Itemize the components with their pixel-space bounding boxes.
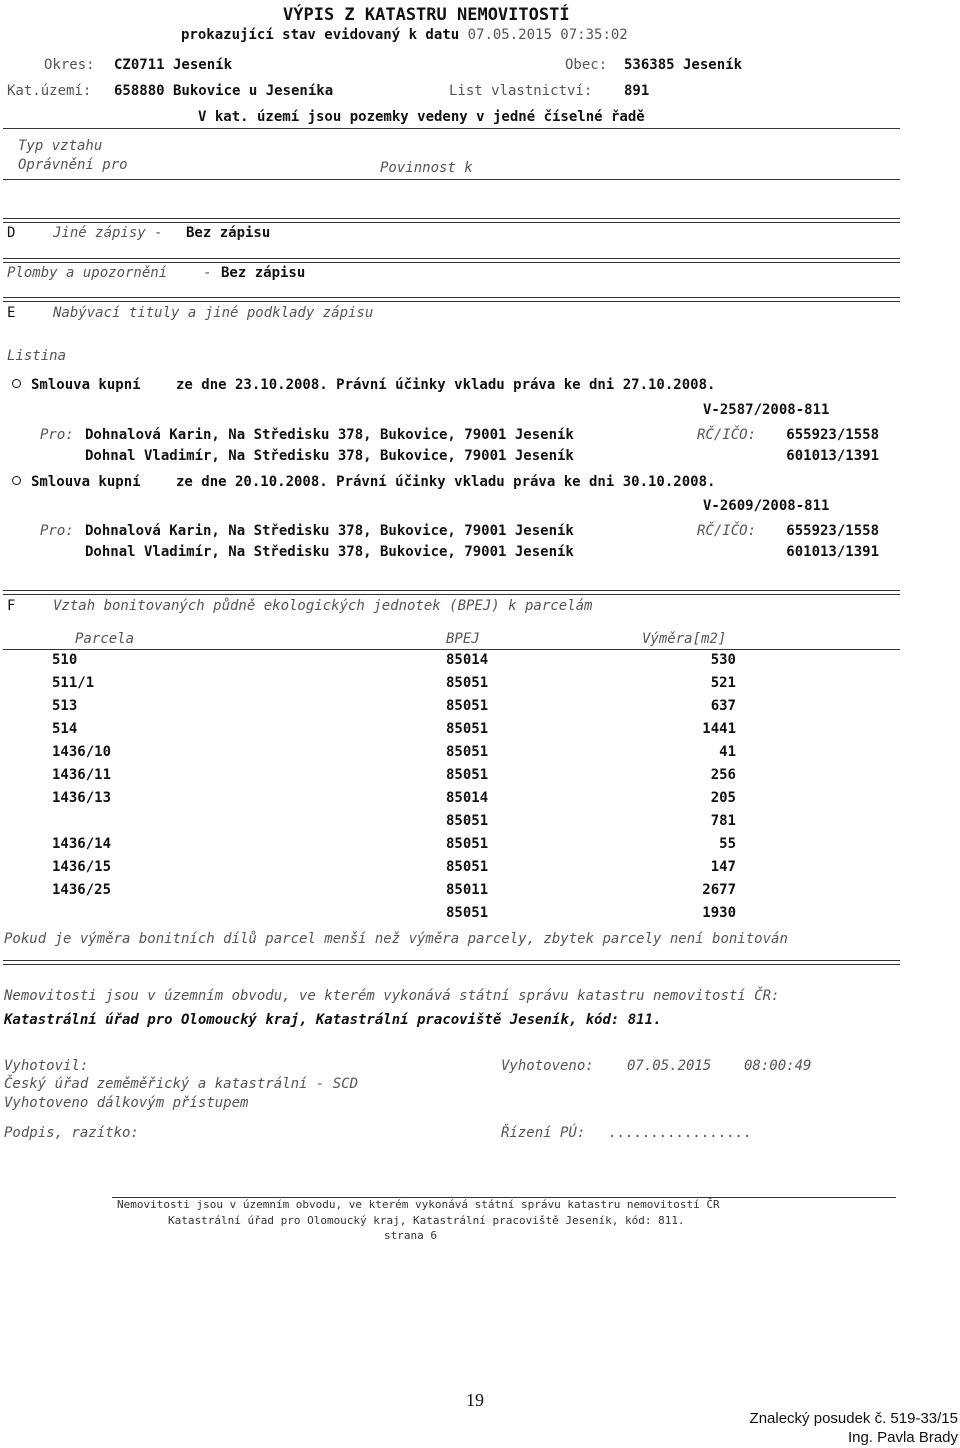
section-divider (3, 590, 900, 595)
table-cell-parcela: 1436/10 (52, 744, 112, 760)
table-cell-vymera: 205 (710, 790, 736, 806)
listina-type: Smlouva kupní (31, 474, 141, 490)
person-id: 655923/1558 (786, 523, 879, 539)
footer-line1: Nemovitosti jsou v územním obvodu, ve kterém vykonává státní správu katastru nemovitostí ČR (117, 1198, 720, 1211)
divider (3, 179, 900, 180)
table-cell-bpej: 85014 (446, 652, 489, 668)
report-number: Znalecký posudek č. 519-33/15 (749, 1410, 958, 1427)
listina-text: ze dne 20.10.2008. Právní účinky vkladu práva ke dni 30.10.2008. (176, 474, 716, 490)
table-cell-vymera: 41 (719, 744, 736, 760)
rizeni-value: ................. (608, 1125, 752, 1141)
column-header-parcela: Parcela (75, 631, 135, 647)
table-cell-vymera: 147 (710, 859, 736, 875)
listina-item (12, 474, 141, 490)
section-f-label: Vztah bonitovaných půdně ekologických jednotek (BPEJ) k parcelám (53, 598, 593, 614)
section-e-letter: E (7, 305, 16, 321)
table-cell-bpej: 85051 (446, 744, 489, 760)
table-cell-parcela: 511/1 (52, 675, 95, 691)
table-cell-bpej: 85014 (446, 790, 489, 806)
section-e-label: Nabývací tituly a jiné podklady zápisu (53, 305, 374, 321)
plomby-label: Plomby a upozornění (7, 265, 168, 281)
povinnost-k: Povinnost k (380, 160, 473, 176)
person-id: 601013/1391 (786, 544, 879, 560)
office-line2: Katastrální úřad pro Olomoucký kraj, Katastrální pracoviště Jeseník, kód: 811. (4, 1012, 662, 1028)
table-cell-parcela: 1436/14 (52, 836, 112, 852)
vyhotoveno-time: 08:00:49 (744, 1058, 812, 1074)
column-header-bpej: BPEJ (446, 631, 480, 647)
pro-label: Pro: (40, 427, 74, 443)
section-divider (3, 960, 900, 965)
table-cell-parcela: 1436/13 (52, 790, 112, 806)
report-author: Ing. Pavla Brady (847, 1429, 958, 1446)
vyhotovil-label: Vyhotovil: (4, 1058, 89, 1074)
lv-value: 891 (624, 83, 650, 99)
section-divider (3, 297, 900, 302)
person-name: Dohnalová Karin, Na Středisku 378, Bukovice, 79001 Jeseník (85, 427, 574, 443)
column-header-vymera: Výměra[m2] (642, 631, 727, 647)
table-cell-bpej: 85051 (446, 675, 489, 691)
subtitle-date: 07.05.2015 07:35:02 (467, 27, 628, 43)
listina-item (12, 377, 141, 393)
vyhotoveno-label: Vyhotoveno: (501, 1058, 594, 1074)
katuzemi-value: 658880 Bukovice u Jeseníka (114, 83, 334, 99)
lv-label: List vlastnictví: (449, 83, 593, 99)
table-cell-parcela: 1436/11 (52, 767, 112, 783)
divider (3, 128, 900, 129)
katuzemi-label: Kat.území: (7, 83, 92, 99)
rc-label: RČ/IČO: (697, 427, 757, 443)
table-cell-parcela: 510 (52, 652, 78, 668)
vyhotovil-mode: Vyhotoveno dálkovým přístupem (4, 1095, 249, 1111)
section-d-value: Bez zápisu (186, 225, 271, 241)
vyhotoveno-date: 07.05.2015 (627, 1058, 712, 1074)
listina-ref: V-2609/2008-811 (703, 498, 830, 514)
bonitace-note: Pokud je výměra bonitních dílů parcel menší než výměra parcely, zbytek parcely není bonitován (4, 931, 788, 947)
table-cell-parcela: 1436/15 (52, 859, 112, 875)
table-cell-parcela: 514 (52, 721, 78, 737)
vyhotovil-org: Český úřad zeměměřický a katastrální - SCD (4, 1076, 359, 1092)
divider (3, 649, 900, 650)
table-cell-vymera: 530 (710, 652, 736, 668)
table-cell-vymera: 256 (710, 767, 736, 783)
table-cell-bpej: 85051 (446, 859, 489, 875)
okres-value: CZ0711 Jeseník (114, 57, 233, 73)
footer-line2: Katastrální úřad pro Olomoucký kraj, Katastrální pracoviště Jeseník, kód: 811. (168, 1214, 685, 1227)
plomby-dash: - (203, 265, 212, 281)
office-line1: Nemovitosti jsou v územním obvodu, ve kterém vykonává státní správu katastru nemovitostí ČR: (4, 988, 780, 1004)
table-cell-bpej: 85051 (446, 721, 489, 737)
table-cell-vymera: 2677 (702, 882, 736, 898)
section-divider (3, 258, 900, 263)
opravneni-pro: Oprávnění pro (18, 157, 128, 173)
rizeni-label: Řízení PÚ: (501, 1125, 586, 1141)
table-cell-vymera: 521 (710, 675, 736, 691)
table-cell-bpej: 85051 (446, 767, 489, 783)
listina-text: ze dne 23.10.2008. Právní účinky vkladu práva ke dni 27.10.2008. (176, 377, 716, 393)
table-cell-parcela: 513 (52, 698, 78, 714)
okres-label: Okres: (44, 57, 95, 73)
table-cell-bpej: 85051 (446, 836, 489, 852)
table-cell-bpej: 85051 (446, 905, 489, 921)
footer-page: strana 6 (384, 1229, 437, 1242)
section-f-letter: F (7, 598, 16, 614)
table-cell-vymera: 637 (710, 698, 736, 714)
table-cell-bpej: 85051 (446, 813, 489, 829)
subtitle-text: prokazující stav evidovaný k datu (181, 27, 460, 43)
bullet-icon (12, 379, 21, 388)
listina-ref: V-2587/2008-811 (703, 402, 830, 418)
listina-label: Listina (7, 348, 67, 364)
document-subtitle (181, 27, 628, 43)
obec-label: Obec: (565, 57, 608, 73)
section-divider (3, 218, 900, 223)
pro-label: Pro: (40, 523, 74, 539)
table-cell-bpej: 85051 (446, 698, 489, 714)
typ-vztahu: Typ vztahu (18, 138, 103, 154)
person-name: Dohnal Vladimír, Na Středisku 378, Bukovice, 79001 Jeseník (85, 544, 574, 560)
table-cell-vymera: 1930 (702, 905, 736, 921)
table-cell-vymera: 1441 (702, 721, 736, 737)
section-d-label: Jiné zápisy - (53, 225, 163, 241)
table-cell-parcela: 1436/25 (52, 882, 112, 898)
section-d-letter: D (7, 225, 16, 241)
plomby-value: Bez zápisu (221, 265, 306, 281)
rc-label: RČ/IČO: (697, 523, 757, 539)
page-number: 19 (466, 1390, 484, 1410)
listina-type: Smlouva kupní (31, 377, 141, 393)
obec-value: 536385 Jeseník (624, 57, 743, 73)
bullet-icon (12, 476, 21, 485)
person-name: Dohnal Vladimír, Na Středisku 378, Bukovice, 79001 Jeseník (85, 448, 574, 464)
table-cell-vymera: 781 (710, 813, 736, 829)
table-cell-bpej: 85011 (446, 882, 489, 898)
person-id: 655923/1558 (786, 427, 879, 443)
person-id: 601013/1391 (786, 448, 879, 464)
person-name: Dohnalová Karin, Na Středisku 378, Bukovice, 79001 Jeseník (85, 523, 574, 539)
document-title: VÝPIS Z KATASTRU NEMOVITOSTÍ (283, 5, 570, 25)
podpis-label: Podpis, razítko: (4, 1125, 139, 1141)
numbering-note: V kat. území jsou pozemky vedeny v jedné číselné řadě (198, 109, 645, 125)
table-cell-vymera: 55 (719, 836, 736, 852)
